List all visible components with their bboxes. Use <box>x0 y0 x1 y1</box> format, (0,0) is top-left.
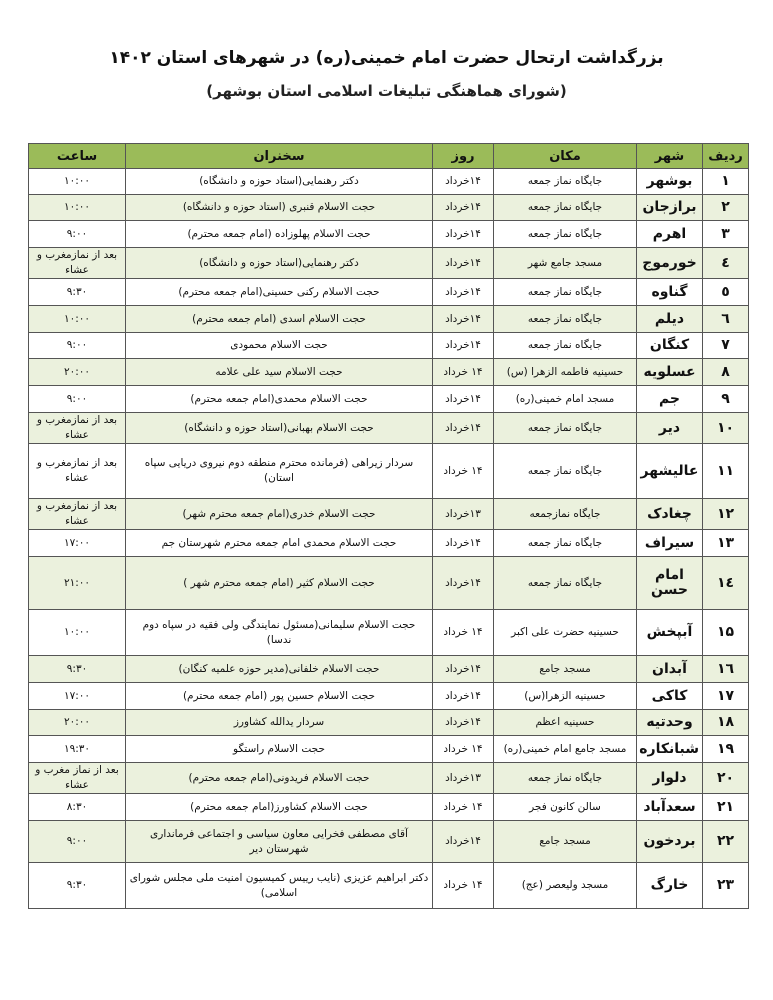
cell-city: سعدآباد <box>637 794 703 821</box>
cell-speaker: دکتر رهنمایی(استاد حوزه و دانشگاه) <box>126 248 433 279</box>
cell-city: دیر <box>637 413 703 444</box>
cell-row-number: ۱ <box>703 169 749 195</box>
cell-day: ۱۴خرداد <box>433 557 494 610</box>
cell-day: ۱۴ خرداد <box>433 863 494 909</box>
cell-place: مسجد جامع <box>494 821 637 863</box>
cell-speaker: حجت الاسلام محمودی <box>126 333 433 359</box>
table-row <box>29 195 749 221</box>
cell-city: شبانکاره <box>637 736 703 763</box>
cell-time: ۹:۰۰ <box>29 821 126 863</box>
cell-place: مسجد جامع شهر <box>494 248 637 279</box>
cell-place: جایگاه نماز جمعه <box>494 195 637 221</box>
cell-place: جایگاه نماز جمعه <box>494 530 637 557</box>
cell-time: ۱۰:۰۰ <box>29 306 126 333</box>
cell-city: جم <box>637 386 703 413</box>
cell-speaker: سردار یدالله کشاورز <box>126 710 433 736</box>
cell-row-number: ۳ <box>703 221 749 248</box>
table-row <box>29 683 749 710</box>
cell-place: جایگاه نماز جمعه <box>494 306 637 333</box>
table-row <box>29 794 749 821</box>
table-row <box>29 169 749 195</box>
cell-city: آبپخش <box>637 610 703 656</box>
page-title: بزرگداشت ارتحال حضرت امام خمینی(ره) در شهرهای استان ۱۴۰۲ <box>109 48 664 68</box>
cell-row-number: ۱۷ <box>703 683 749 710</box>
cell-day: ۱۴خرداد <box>433 386 494 413</box>
cell-speaker: حجت الاسلام کشاورز(امام جمعه محترم) <box>126 794 433 821</box>
cell-row-number: ۸ <box>703 359 749 386</box>
col-header-day: روز <box>433 144 494 169</box>
cell-time: ۹:۳۰ <box>29 863 126 909</box>
cell-day: ۱۴خرداد <box>433 683 494 710</box>
cell-row-number: ۷ <box>703 333 749 359</box>
table-row <box>29 530 749 557</box>
cell-speaker: حجت الاسلام قنبری (استاد حوزه و دانشگاه) <box>126 195 433 221</box>
cell-city: خورموج <box>637 248 703 279</box>
table-row <box>29 248 749 279</box>
table-row <box>29 763 749 794</box>
cell-row-number: ۱۸ <box>703 710 749 736</box>
cell-day: ۱۴خرداد <box>433 413 494 444</box>
cell-place: جایگاه نماز جمعه <box>494 169 637 195</box>
cell-speaker: حجت الاسلام بهبانی(استاد حوزه و دانشگاه) <box>126 413 433 444</box>
cell-city: اهرم <box>637 221 703 248</box>
cell-day: ۱۴ خرداد <box>433 444 494 499</box>
cell-city: وحدتیه <box>637 710 703 736</box>
table-row <box>29 444 749 499</box>
cell-city: خارگ <box>637 863 703 909</box>
cell-city: دلوار <box>637 763 703 794</box>
cell-row-number: ٥ <box>703 279 749 306</box>
cell-day: ۱۴خرداد <box>433 306 494 333</box>
cell-time: بعد از نمازمغرب و عشاء <box>29 413 126 444</box>
cell-city: بوشهر <box>637 169 703 195</box>
table-row <box>29 386 749 413</box>
cell-day: ۱۴ خرداد <box>433 736 494 763</box>
cell-place: مسجد جامع <box>494 656 637 683</box>
cell-city: آبدان <box>637 656 703 683</box>
cell-day: ۱۴خرداد <box>433 248 494 279</box>
cell-place: جایگاه نماز جمعه <box>494 444 637 499</box>
cell-time: ۹:۰۰ <box>29 221 126 248</box>
cell-time: ۹:۳۰ <box>29 656 126 683</box>
cell-row-number: ۱۳ <box>703 530 749 557</box>
cell-day: ۱۴خرداد <box>433 530 494 557</box>
cell-row-number: ۲۲ <box>703 821 749 863</box>
cell-speaker: آقای مصطفی فخرایی معاون سیاسی و اجتماعی فرمانداری شهرستان دیر <box>126 821 433 863</box>
cell-row-number: ۱۵ <box>703 610 749 656</box>
cell-place: جایگاه نمازجمعه <box>494 499 637 530</box>
table-row <box>29 306 749 333</box>
cell-time: ۲۱:۰۰ <box>29 557 126 610</box>
cell-row-number: ۱۰ <box>703 413 749 444</box>
col-header-place: مکان <box>494 144 637 169</box>
table-row <box>29 279 749 306</box>
cell-time: ۱۷:۰۰ <box>29 530 126 557</box>
cell-day: ۱۴خرداد <box>433 821 494 863</box>
cell-speaker: حجت الاسلام راستگو <box>126 736 433 763</box>
table-row <box>29 359 749 386</box>
table-row <box>29 413 749 444</box>
cell-day: ۱۴ خرداد <box>433 359 494 386</box>
cell-row-number: ۱۲ <box>703 499 749 530</box>
cell-time: ۱۰:۰۰ <box>29 610 126 656</box>
cell-day: ۱۴خرداد <box>433 656 494 683</box>
table-row <box>29 499 749 530</box>
cell-day: ۱۴خرداد <box>433 333 494 359</box>
cell-day: ۱۴خرداد <box>433 195 494 221</box>
cell-day: ۱۴خرداد <box>433 221 494 248</box>
cell-city: کنگان <box>637 333 703 359</box>
cell-time: بعد از نمازمغرب و عشاء <box>29 248 126 279</box>
cell-place: جایگاه نماز جمعه <box>494 413 637 444</box>
cell-place: مسجد جامع امام خمینی(ره) <box>494 736 637 763</box>
cell-row-number: ٤ <box>703 248 749 279</box>
cell-time: ۲۰:۰۰ <box>29 359 126 386</box>
cell-day: ۱۴خرداد <box>433 279 494 306</box>
cell-time: بعد از نماز مغرب و عشاء <box>29 763 126 794</box>
cell-city: عالیشهر <box>637 444 703 499</box>
cell-speaker: حجت الاسلام سید علی علامه <box>126 359 433 386</box>
cell-day: ۱۴ خرداد <box>433 794 494 821</box>
col-header-city: شهر <box>637 144 703 169</box>
cell-speaker: حجت الاسلام پهلوزاده (امام جمعه محترم) <box>126 221 433 248</box>
table-row <box>29 333 749 359</box>
cell-city: بردخون <box>637 821 703 863</box>
cell-place: جایگاه نماز جمعه <box>494 333 637 359</box>
cell-speaker: حجت الاسلام سلیمانی(مسئول نمایندگی ولی فقیه در سپاه دوم ندسا) <box>126 610 433 656</box>
cell-row-number: ۲۳ <box>703 863 749 909</box>
cell-place: جایگاه نماز جمعه <box>494 279 637 306</box>
cell-city: عسلویه <box>637 359 703 386</box>
cell-time: ۹:۰۰ <box>29 386 126 413</box>
table-row <box>29 656 749 683</box>
cell-day: ۱۴خرداد <box>433 169 494 195</box>
cell-row-number: ۹ <box>703 386 749 413</box>
cell-place: جایگاه نماز جمعه <box>494 763 637 794</box>
cell-speaker: حجت الاسلام خدری(امام جمعه محترم شهر) <box>126 499 433 530</box>
cell-place: سالن کانون فجر <box>494 794 637 821</box>
cell-time: ۹:۳۰ <box>29 279 126 306</box>
cell-place: حسینیه حضرت علی اکبر <box>494 610 637 656</box>
cell-speaker: حجت الاسلام محمدی(امام جمعه محترم) <box>126 386 433 413</box>
cell-speaker: حجت الاسلام حسین پور (امام جمعه محترم) <box>126 683 433 710</box>
cell-time: بعد از نمازمغرب و عشاء <box>29 499 126 530</box>
cell-time: بعد از نمازمغرب و عشاء <box>29 444 126 499</box>
cell-time: ۹:۰۰ <box>29 333 126 359</box>
col-header-time: ساعت <box>29 144 126 169</box>
cell-row-number: ۲۱ <box>703 794 749 821</box>
table-row <box>29 557 749 610</box>
cell-speaker: حجت الاسلام رکنی حسینی(امام جمعه محترم) <box>126 279 433 306</box>
cell-speaker: حجت الاسلام فریدونی(امام جمعه محترم) <box>126 763 433 794</box>
table-row <box>29 736 749 763</box>
cell-place: حسینیه الزهرا(س) <box>494 683 637 710</box>
schedule-table <box>28 143 749 909</box>
cell-time: ۱۰:۰۰ <box>29 169 126 195</box>
cell-day: ۱۴ خرداد <box>433 610 494 656</box>
cell-city: امام حسن <box>637 557 703 610</box>
cell-time: ۲۰:۰۰ <box>29 710 126 736</box>
cell-city: سیراف <box>637 530 703 557</box>
cell-place: حسینیه اعظم <box>494 710 637 736</box>
cell-speaker: حجت الاسلام محمدی امام جمعه محترم شهرستان جم <box>126 530 433 557</box>
cell-day: ۱۴خرداد <box>433 710 494 736</box>
cell-row-number: ۱٦ <box>703 656 749 683</box>
cell-place: مسجد امام خمینی(ره) <box>494 386 637 413</box>
table-row <box>29 221 749 248</box>
cell-place: جایگاه نماز جمعه <box>494 557 637 610</box>
cell-speaker: حجت الاسلام خلفانی(مدیر حوزه علمیه کنگان) <box>126 656 433 683</box>
cell-day: ۱۳خرداد <box>433 763 494 794</box>
table-row <box>29 863 749 909</box>
cell-place: حسینیه فاطمه الزهرا (س) <box>494 359 637 386</box>
cell-place: مسجد ولیعصر (عج) <box>494 863 637 909</box>
table-row <box>29 821 749 863</box>
cell-day: ۱۳خرداد <box>433 499 494 530</box>
cell-row-number: ١٤ <box>703 557 749 610</box>
page-subtitle: (شورای هماهنگی تبلیغات اسلامی استان بوشهر) <box>206 82 567 100</box>
cell-speaker: سردار زیراهی (فرمانده محترم منطقه دوم نیروی دریایی سپاه استان) <box>126 444 433 499</box>
cell-row-number: ٦ <box>703 306 749 333</box>
cell-city: چغادک <box>637 499 703 530</box>
cell-time: ۱۹:۳۰ <box>29 736 126 763</box>
cell-speaker: دکتر ابراهیم عزیزی (نایب رییس کمیسیون امنیت ملی مجلس شورای اسلامی) <box>126 863 433 909</box>
cell-speaker: حجت الاسلام اسدی (امام جمعه محترم) <box>126 306 433 333</box>
table-header-row <box>29 144 749 169</box>
col-header-speaker: سخنران <box>126 144 433 169</box>
cell-city: کاکی <box>637 683 703 710</box>
cell-speaker: دکتر رهنمایی(استاد حوزه و دانشگاه) <box>126 169 433 195</box>
cell-row-number: ۲ <box>703 195 749 221</box>
table-row <box>29 610 749 656</box>
cell-time: ۱۰:۰۰ <box>29 195 126 221</box>
cell-row-number: ۱۹ <box>703 736 749 763</box>
cell-speaker: حجت الاسلام کثیر (امام جمعه محترم شهر ) <box>126 557 433 610</box>
col-header-row-number: ردیف <box>703 144 749 169</box>
cell-city: گناوه <box>637 279 703 306</box>
cell-time: ۸:۳۰ <box>29 794 126 821</box>
cell-place: جایگاه نماز جمعه <box>494 221 637 248</box>
cell-city: دیلم <box>637 306 703 333</box>
cell-row-number: ۱۱ <box>703 444 749 499</box>
cell-city: برازجان <box>637 195 703 221</box>
cell-row-number: ۲۰ <box>703 763 749 794</box>
table-row <box>29 710 749 736</box>
cell-time: ۱۷:۰۰ <box>29 683 126 710</box>
